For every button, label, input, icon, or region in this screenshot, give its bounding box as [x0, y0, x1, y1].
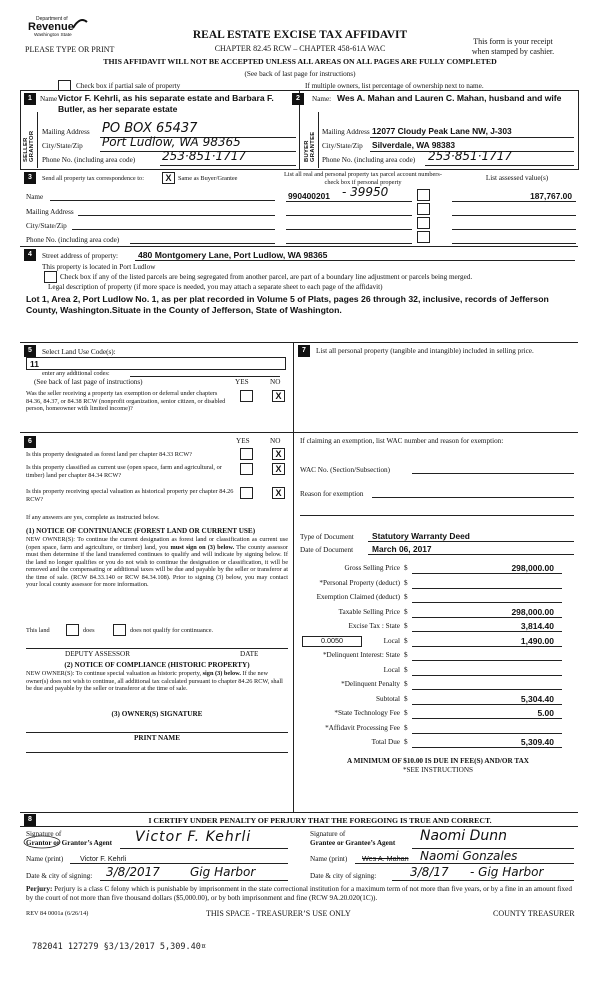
- form-chapter: CHAPTER 82.45 RCW – CHAPTER 458-61A WAC: [214, 44, 386, 53]
- perjury-bold: Perjury:: [26, 885, 53, 893]
- historic-no-checkbox[interactable]: X: [272, 487, 285, 499]
- see-instructions-note: *SEE INSTRUCTIONS: [402, 766, 474, 774]
- form-title: REAL ESTATE EXCISE TAX AFFIDAVIT: [192, 29, 408, 41]
- tax-row-dollar: $: [404, 636, 408, 645]
- owner-signature-label: (3) OWNER(S) SIGNATURE: [111, 710, 203, 718]
- tax-row-dollar: $: [404, 593, 408, 601]
- tax-row-dollar: $: [404, 738, 408, 746]
- continuance-title: (1) NOTICE OF CONTINUANCE (FOREST LAND OR CURRENT USE): [26, 527, 256, 535]
- grantor-sig-label-2: Grantor or Grantor’s Agent: [26, 839, 113, 847]
- tax-row-dollar: $: [404, 680, 408, 688]
- treasurer-only: THIS SPACE - TREASURER’S USE ONLY: [206, 909, 351, 918]
- please-type-print: PLEASE TYPE OR PRINT: [25, 45, 115, 54]
- legal-description: Lot 1, Area 2, Port Ludlow No. 1, as per plat recorded in Volume 5 of Plats, pages 26 through 32, inclusive, records of Jefferson County, Washington.Situate in the County of Jefferson, State of Washington.: [26, 294, 549, 315]
- land-does-checkbox[interactable]: [66, 624, 79, 636]
- section-7-number: 7: [298, 345, 310, 357]
- sec3-mailing-label: Mailing Address: [26, 208, 74, 216]
- grantee-city-value: - Gig Harbor: [470, 865, 544, 879]
- doc-date-value: March 06, 2017: [372, 544, 432, 554]
- buyer-city-value: Silverdale, WA 98383: [372, 140, 456, 150]
- grantor-name-label: Name (print): [26, 855, 64, 863]
- tax-row-label: *State Technology Fee: [334, 709, 400, 717]
- assessed-header: List assessed value(s): [485, 174, 549, 182]
- land-does-not-checkbox[interactable]: [113, 624, 126, 636]
- section-8-number: 8: [24, 814, 36, 826]
- logo-line-1: Department of: [36, 16, 68, 22]
- legal-description-label: Legal description of property (if more space is needed, you may attach a separate sheet to each page of the affidavit): [48, 283, 383, 291]
- grantee-date-label: Date & city of signing:: [310, 872, 377, 880]
- forest-question: Is this property designated as forest land per chapter 84.33 RCW?: [26, 451, 192, 458]
- street-address-value: 480 Montgomery Lane, Port Ludlow, WA 98365: [138, 250, 328, 260]
- land-use-see-back: (See back of last page of instructions): [34, 378, 143, 386]
- seller-city-label: City/State/Zip: [42, 142, 83, 150]
- see-back-instructions: (See back of last page for instructions): [244, 70, 356, 78]
- buyer-mailing-value: 12077 Cloudy Peak Lane NW, J-303: [372, 126, 512, 136]
- tax-row-dollar: $: [404, 651, 408, 659]
- rev-number: REV 84 0001a (6/26/14): [26, 910, 89, 917]
- located-in: This property is located in Port Ludlow: [42, 263, 156, 271]
- grantee-sig-label-2: Grantee or Grantee’s Agent: [310, 839, 396, 847]
- continuance-body-bold: must sign on (3) below.: [170, 543, 235, 551]
- tax-row-label: Taxable Selling Price: [338, 607, 400, 616]
- treasurer-stamp: 782041 127279 §3/13/2017 5,309.40¤: [32, 942, 206, 952]
- grantee-date-value: 3/8/17: [410, 865, 449, 879]
- tax-row-dollar: $: [404, 622, 408, 630]
- compliance-body: [26, 670, 288, 693]
- tax-row-label: Subtotal: [376, 694, 400, 703]
- buyer-name-value: Wes A. Mahan and Lauren C. Mahan, husband and wife: [337, 93, 562, 103]
- section-2-number: 2: [292, 93, 304, 105]
- sec3-phone-label: Phone No. (including area code): [26, 236, 120, 244]
- seller-phone-label: Phone No. (including area code): [42, 156, 136, 164]
- seller-mailing-label: Mailing Address: [42, 128, 90, 136]
- assessed-value: 187,767.00: [530, 191, 572, 201]
- sec3-city-label: City/State/Zip: [26, 222, 67, 230]
- grantee-name-label: Name (print): [310, 855, 348, 863]
- compliance-body-1: NEW OWNER(S): To continue special valuation as historic property,: [26, 670, 202, 677]
- tax-row-label: Exemption Claimed (deduct): [316, 593, 400, 601]
- date-label: DATE: [240, 650, 259, 658]
- segregated-checkbox[interactable]: [44, 271, 57, 283]
- tax-row-label: Total Due: [371, 738, 400, 746]
- logo-line-3: Washington State: [34, 33, 72, 38]
- logo-swoosh-icon: [72, 18, 88, 30]
- tax-row-label: *Affidavit Processing Fee: [325, 723, 400, 732]
- historic-yes-checkbox[interactable]: [240, 487, 253, 499]
- grantor-date-value: 3/8/2017: [106, 865, 160, 879]
- continuance-body: [26, 536, 288, 589]
- tax-row-label: Gross Selling Price: [344, 564, 400, 572]
- compliance-title: (2) NOTICE OF COMPLIANCE (HISTORIC PROPERTY): [64, 661, 250, 669]
- does-not-label: does not qualify for continuance.: [130, 627, 214, 634]
- tax-row-dollar: $: [404, 607, 408, 616]
- seller-phone-value: 253·851·1717: [162, 149, 246, 163]
- personal-property-label: List all personal property (tangible and intangible) included in selling price.: [316, 347, 534, 355]
- tax-row-value: 5.00: [537, 708, 554, 718]
- section-4-number: 4: [24, 249, 36, 261]
- tax-row-value: 1,490.00: [520, 635, 554, 646]
- county-treasurer: COUNTY TREASURER: [493, 909, 575, 918]
- send-correspondence-label: Send all property tax correspondence to:: [42, 175, 144, 182]
- grantee-name-struck: Wes A. Mahan: [362, 854, 409, 863]
- tax-row-dollar: $: [404, 578, 408, 587]
- exemption-question: Was the seller receiving a property tax exemption or deferral under chapters 84.36, 84.37, or 84.38 RCW (nonprofit organization, senior citizen, or disabled person, homeowner with limited income)?: [26, 390, 226, 412]
- tax-row-label: Local: [383, 636, 400, 645]
- tax-row-dollar: $: [404, 723, 408, 732]
- land-use-input[interactable]: [26, 357, 286, 370]
- receipt-note-2: when stamped by cashier.: [471, 47, 555, 56]
- sec3-name-label: Name: [26, 193, 44, 201]
- tax-row-value: 298,000.00: [511, 563, 554, 573]
- section-6-number: 6: [24, 436, 36, 448]
- tax-row-dollar: $: [404, 564, 408, 572]
- parcel-personal-checkbox-1[interactable]: [417, 189, 430, 201]
- land-use-label: Select Land Use Code(s):: [42, 348, 116, 356]
- parcel-personal-checkbox-4[interactable]: [417, 231, 430, 243]
- revenue-logo: [28, 16, 88, 42]
- tax-row-dollar: $: [404, 694, 408, 703]
- parcel-suffix: - 39950: [342, 185, 389, 199]
- grantee-signature: Naomi Dunn: [420, 828, 507, 844]
- tax-row-label: Excise Tax : State: [348, 622, 400, 630]
- minimum-due-note: A MINIMUM OF $10.00 IS DUE IN FEE(S) AND/OR TAX: [347, 757, 529, 765]
- does-label: does: [83, 627, 95, 634]
- grantor-city-value: Gig Harbor: [190, 865, 256, 879]
- buyer-phone-value: 253·851·1717: [428, 149, 512, 163]
- compliance-body-bold: sign (3) below.: [202, 670, 241, 677]
- exemption-no-checkbox[interactable]: X: [272, 390, 285, 402]
- doc-date-label: Date of Document: [300, 546, 354, 554]
- wac-label: WAC No. (Section/Subsection): [300, 466, 391, 474]
- buyer-side-label: BUYER GRANTEE: [304, 131, 316, 162]
- parcel-personal-checkbox-2[interactable]: [417, 203, 430, 215]
- tax-row-label: *Delinquent Penalty: [341, 680, 400, 688]
- same-as-buyer-label: Same as Buyer/Grantee: [178, 175, 238, 182]
- perjury-text: Perjury is a class C felony which is punishable by imprisonment in the state correctional institution for a maximum term of not more than five years, or by a fine in an amount fixed by the court of not more than five thousand dollars ($5,000.00), or by both imprisonment and fine (RCW 9A.20.020(1C)).: [26, 885, 572, 902]
- grantor-circle-mark: [22, 835, 62, 849]
- grantor-sig-label-1: Signature of: [26, 830, 62, 838]
- seller-name-value: Victor F. Kehrli, as his separate estate and Barbara F. Butler, as her separate estate: [58, 93, 274, 114]
- buyer-phone-label: Phone No. (including area code): [322, 156, 416, 164]
- forest-yes-checkbox[interactable]: [240, 448, 253, 460]
- current-use-question: Is this property classified as current use (open space, farm and agricultural, or timber) land per chapter 84.34 RCW?: [26, 464, 222, 479]
- historic-question: Is this property receiving special valuation as historical property per chapter 84.26 RCW?: [26, 488, 234, 503]
- tax-row-dollar: $: [404, 709, 408, 717]
- section-3-number: 3: [24, 172, 36, 184]
- partial-sale-label: Check box if partial sale of property: [76, 82, 181, 90]
- tax-row-value: 5,304.40: [520, 693, 554, 704]
- multiple-owners-note: If multiple owners, list percentage of ownership next to name.: [305, 82, 484, 90]
- land-use-value: 11: [30, 359, 39, 369]
- current-use-yes-checkbox[interactable]: [240, 463, 253, 475]
- segregated-label: Check box if any of the listed parcels are being segregated from another parcel, are part of a boundary line adjustment or parcels being merged.: [60, 273, 473, 281]
- tax-row-dollar: $: [404, 665, 408, 674]
- doc-type-label: Type of Document: [300, 533, 354, 541]
- section-5-number: 5: [24, 345, 36, 357]
- sec5-no-header: NO: [270, 378, 281, 386]
- current-use-no-checkbox[interactable]: X: [272, 463, 285, 475]
- grantee-sig-label-1: Signature of: [310, 830, 346, 838]
- warning-text: THIS AFFIDAVIT WILL NOT BE ACCEPTED UNLESS ALL AREAS ON ALL PAGES ARE FULLY COMPLETED: [103, 57, 497, 66]
- sec6-no-header: NO: [270, 437, 281, 445]
- forest-no-checkbox[interactable]: X: [272, 448, 285, 460]
- additional-codes-label: enter any additional codes:: [42, 370, 110, 377]
- grantor-name-value: Victor F. Kehrli: [80, 854, 127, 863]
- deputy-assessor-label: DEPUTY ASSESSOR: [65, 650, 131, 658]
- sec5-yes-header: YES: [235, 378, 249, 386]
- tax-row-value: 298,000.00: [511, 606, 554, 617]
- seller-side-label: SELLER GRANTOR: [23, 130, 35, 162]
- tax-row-label: *Delinquent Interest: State: [322, 651, 400, 659]
- logo-line-2: Revenue: [28, 21, 74, 33]
- reason-label: Reason for exemption: [300, 490, 364, 498]
- perjury-statement: [26, 885, 578, 902]
- exemption-claim-label: If claiming an exemption, list WAC number and reason for exemption:: [300, 437, 504, 445]
- print-name-label: PRINT NAME: [134, 734, 180, 742]
- tax-row-label: *Personal Property (deduct): [319, 578, 400, 587]
- seller-name-label: Name: [40, 95, 58, 103]
- same-as-buyer-checkbox[interactable]: X: [162, 172, 175, 184]
- receipt-note-1: This form is your receipt: [473, 37, 553, 46]
- parcel-number: 990400201: [288, 191, 330, 201]
- local-rate-box: 0.0050: [302, 636, 362, 647]
- parcel-personal-checkbox-3[interactable]: [417, 217, 430, 229]
- grantee-name-value: Naomi Gonzales: [420, 849, 518, 863]
- tax-row-value: 3,814.40: [520, 621, 554, 631]
- seller-city-value: Port Ludlow, WA 98365: [102, 135, 241, 149]
- grantor-date-label: Date & city of signing:: [26, 872, 93, 880]
- continuance-body-1: NEW OWNER(S): To continue the current designation as forest land or classification as current use (open space, farm and agriculture, or timber) land, you: [26, 536, 288, 551]
- tax-row-value: 5,309.40: [520, 737, 554, 747]
- sec6-yes-header: YES: [236, 437, 250, 445]
- certify-statement: I CERTIFY UNDER PENALTY OF PERJURY THAT THE FOREGOING IS TRUE AND CORRECT.: [148, 816, 492, 825]
- grantor-signature: Victor F. Kehrli: [135, 829, 252, 845]
- exemption-yes-checkbox[interactable]: [240, 390, 253, 402]
- parcel-header: List all real and personal property tax parcel account numbers-check box if personal property: [284, 171, 442, 186]
- section-1-number: 1: [24, 93, 36, 105]
- doc-type-value: Statutory Warranty Deed: [372, 531, 470, 541]
- continuance-body-2: The county assessor must then determine if the land transferred continues to qualify and will indicate by signing below. If the land no longer qualifies or you do not wish to continue the designation or classification, it will be removed and the compensating or additional taxes will be due and payable by the seller or transferor at the time of sale. (RCW 84.33.140 or RCW 84.34.108). Prior to signing (3) below, you may contact your local county assessor for more information.: [26, 543, 288, 588]
- buyer-name-label: Name:: [312, 95, 332, 103]
- tax-row-label: Local: [383, 665, 400, 674]
- seller-mailing-value: PO BOX 65437: [102, 121, 198, 136]
- buyer-mailing-label: Mailing Address: [322, 128, 370, 136]
- street-address-label: Street address of property:: [42, 252, 119, 260]
- buyer-city-label: City/State/Zip: [322, 142, 363, 150]
- this-land-label: This land: [26, 627, 50, 634]
- if-yes-note: If any answers are yes, complete as instructed below.: [26, 514, 160, 521]
- compliance-body-2: If the new owner(s) does not wish to continue, all additional tax calculated pursuant to chapter 84.26 RCW, shall be due and payable by the seller or transferor at the time of sale.: [26, 670, 283, 692]
